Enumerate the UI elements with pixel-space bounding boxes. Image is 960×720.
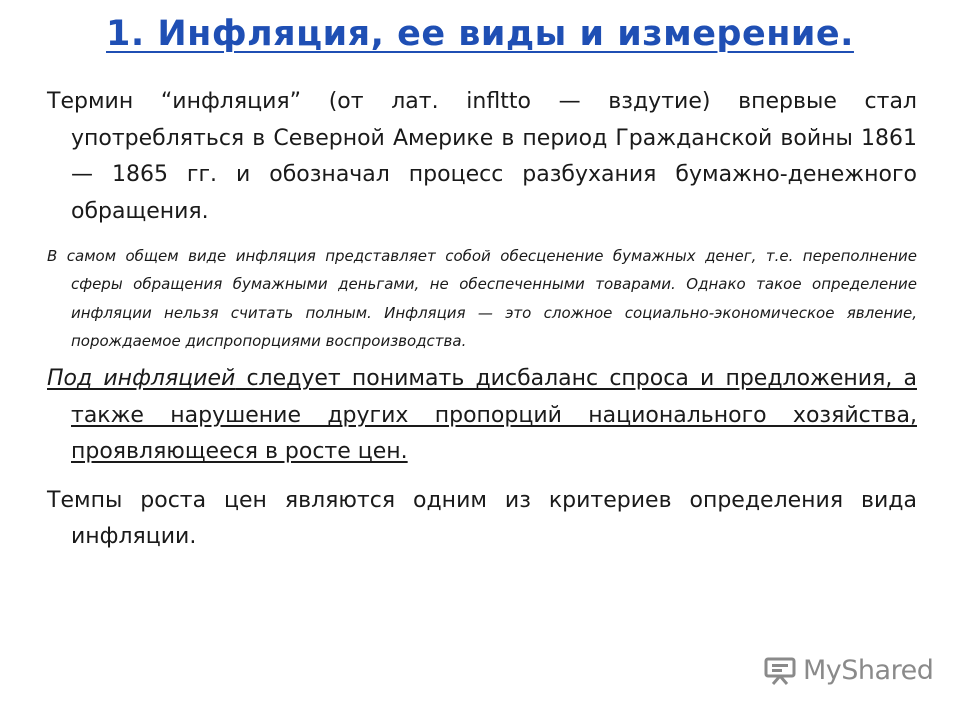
paragraph-general-definition: В самом общем виде инфляция представляет собой обесценение бумажных денег, т.е. переполнение сферы обращения бумажными деньгами, не обеспеченными товарами. Однако такое определение инфляции нельзя считать полным. Инфляция — это сложное социально-экономическое явление, порождаемое диспропорциями воспроизводства. bbox=[47, 247, 917, 350]
presentation-icon bbox=[763, 656, 797, 686]
watermark bbox=[763, 655, 933, 686]
paragraph-term-origin: Термин “инфляция” (от лат. infltto — вздутие) впервые стал употребляться в Северной Америке в период Гражданской войны 1861 — 1865 гг. и обозначал процесс разбухания бумажно-денежного обращения. bbox=[47, 89, 917, 224]
watermark-text: MyShared bbox=[803, 655, 934, 686]
paragraph-inflation-definition bbox=[47, 361, 917, 471]
inflation-definition-text: следует понимать дисбаланс спроса и предложения, а также нарушение других пропорций национального хозяйства, проявляющееся в росте цен. bbox=[71, 366, 917, 465]
slide-title: 1. Инфляция, ее виды и измерение. bbox=[106, 14, 854, 54]
paragraph-price-growth: Темпы роста цен являются одним из критериев определения вида инфляции. bbox=[47, 487, 917, 550]
inflation-term: Под инфляцией bbox=[47, 366, 236, 392]
slide-body bbox=[47, 84, 917, 568]
